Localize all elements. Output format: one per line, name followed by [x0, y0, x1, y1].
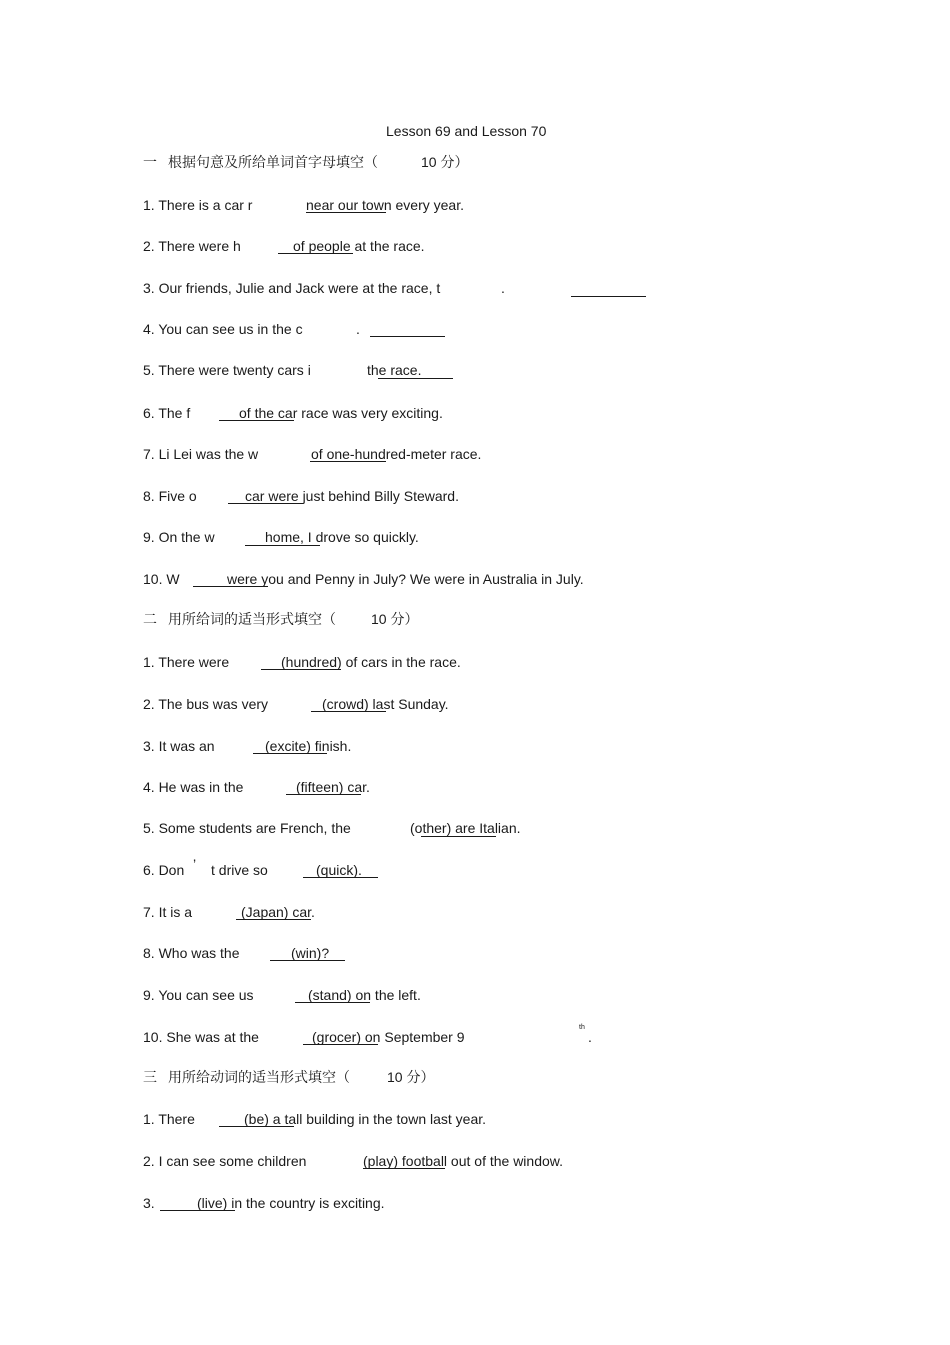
question-rest: were you and Penny in July? We were in Australia in July.: [227, 571, 584, 587]
question-rest: of people at the race.: [293, 238, 425, 254]
section-3-heading: 用所给动词的适当形式填空（: [168, 1069, 350, 1085]
answer-blank: [421, 836, 496, 837]
question-rest: (win)?: [291, 945, 330, 961]
section-2-number: 二: [143, 611, 157, 627]
question-rest: (hundred) of cars in the race.: [281, 654, 461, 670]
question-stem: 2. The bus was very: [143, 696, 269, 712]
answer-blank: [370, 336, 445, 337]
question-stem: 9. On the w: [143, 529, 215, 545]
question-stem: 6. The f: [143, 405, 191, 421]
question-rest: (crowd) last Sunday.: [322, 696, 449, 712]
question-stem: 7. Li Lei was the w: [143, 446, 259, 462]
question-stem: 3. It was an: [143, 738, 215, 754]
question-rest: of one-hundred-meter race.: [311, 446, 482, 462]
question-stem: 2. There were h: [143, 238, 241, 254]
section-1-number: 一: [143, 154, 157, 170]
question-rest: (excite) finish.: [265, 738, 352, 754]
section-2-points: 10 分）: [371, 611, 419, 627]
question-rest: (be) a tall building in the town last year.: [244, 1111, 487, 1127]
question-stem: 1. There is a car r: [143, 197, 253, 213]
question-stem: 5. Some students are French, the: [143, 820, 351, 836]
question-end: .: [588, 1029, 592, 1045]
question-rest: the race.: [367, 362, 422, 378]
question-stem: 8. Five o: [143, 488, 197, 504]
question-stem: 5. There were twenty cars i: [143, 362, 311, 378]
question-rest: (other) are Italian.: [410, 820, 521, 836]
question-rest: near our town every year.: [306, 197, 464, 213]
section-1-points: 10 分）: [421, 154, 469, 170]
question-rest: (grocer) on September 9: [312, 1029, 465, 1045]
question-stem-cont: t drive so: [211, 862, 268, 878]
section-3-points: 10 分）: [387, 1069, 435, 1085]
question-rest: car were just behind Billy Steward.: [245, 488, 459, 504]
question-rest: .: [501, 280, 505, 296]
question-rest: (fifteen) car.: [296, 779, 370, 795]
apostrophe: ’: [193, 856, 197, 872]
question-stem: 3. Our friends, Julie and Jack were at the race, t: [143, 280, 441, 296]
section-2-heading: 用所给词的适当形式填空（: [168, 611, 336, 627]
answer-blank: [245, 545, 320, 546]
question-rest: (play) football out of the window.: [363, 1153, 564, 1169]
question-rest: .: [356, 321, 360, 337]
question-stem: 1. There were: [143, 654, 230, 670]
question-stem: 10. She was at the: [143, 1029, 259, 1045]
question-rest: (Japan) car.: [241, 904, 315, 920]
question-stem: 8. Who was the: [143, 945, 240, 961]
question-stem: 9. You can see us: [143, 987, 254, 1003]
ordinal-superscript: th: [579, 1024, 585, 1031]
question-rest: of the car race was very exciting.: [239, 405, 443, 421]
section-3-number: 三: [143, 1069, 157, 1085]
question-stem: 1. There: [143, 1111, 195, 1127]
question-stem: 4. He was in the: [143, 779, 244, 795]
answer-blank: [571, 296, 646, 297]
question-rest: (stand) on the left.: [308, 987, 421, 1003]
question-rest: (live) in the country is exciting.: [197, 1195, 385, 1211]
section-1-heading: 根据句意及所给单词首字母填空（: [168, 154, 378, 170]
page-title: Lesson 69 and Lesson 70: [386, 123, 547, 139]
question-rest: (quick).: [316, 862, 362, 878]
question-stem: 2. I can see some children: [143, 1153, 307, 1169]
question-rest: home, I drove so quickly.: [265, 529, 419, 545]
question-stem: 10. W: [143, 571, 180, 587]
question-stem: 4. You can see us in the c: [143, 321, 303, 337]
question-stem: 6. Don: [143, 862, 185, 878]
answer-blank: [378, 378, 453, 379]
question-stem: 3.: [143, 1195, 155, 1211]
question-stem: 7. It is a: [143, 904, 193, 920]
